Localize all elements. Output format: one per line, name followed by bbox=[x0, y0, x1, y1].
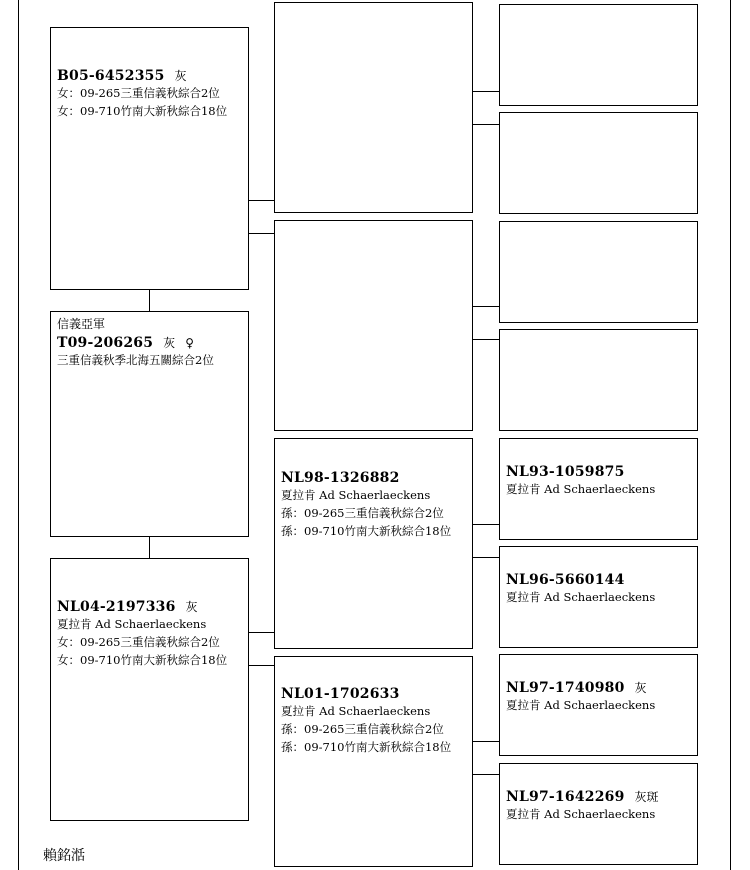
dam-sire-line-1: 夏拉肯 Ad Schaerlaeckens bbox=[281, 488, 431, 502]
dam-dam-line-3: 孫：09-710竹南大新秋綜合18位 bbox=[281, 740, 452, 754]
dam-box bbox=[50, 558, 249, 821]
dsd-line-1: 夏拉肯 Ad Schaerlaeckens bbox=[506, 590, 656, 604]
connector-gen3-2b bbox=[472, 339, 500, 340]
connector-gen3-2a bbox=[472, 306, 500, 307]
sire-color: 灰 bbox=[174, 69, 187, 83]
dam-line-3: 女：09-710竹南大新秋綜合18位 bbox=[57, 653, 228, 667]
dss-ring-number: NL93-1059875 bbox=[506, 464, 625, 480]
connector-gen3-3a bbox=[472, 524, 500, 525]
connector-gen3-4a bbox=[472, 741, 500, 742]
gen3-box-4 bbox=[499, 329, 698, 431]
dds-color: 灰 bbox=[634, 681, 647, 695]
sire-line-2: 女：09-710竹南大新秋綜合18位 bbox=[57, 104, 228, 118]
subject-ring-number: T09-206265 bbox=[57, 335, 154, 351]
dam-sire-line-3: 孫：09-710竹南大新秋綜合18位 bbox=[281, 524, 452, 538]
dds-box bbox=[499, 654, 698, 756]
dam-dam-box bbox=[274, 656, 473, 867]
subject-title: 信義亞軍 bbox=[57, 317, 106, 331]
dam-dam-ring-number: NL01-1702633 bbox=[281, 686, 400, 702]
gen3-box-2 bbox=[499, 112, 698, 214]
sire-dam-box bbox=[274, 220, 473, 431]
connector-sire-subject bbox=[149, 289, 150, 312]
sire-sire-box bbox=[274, 2, 473, 213]
connector-sire-top bbox=[248, 200, 275, 201]
sire-box bbox=[50, 27, 249, 290]
ddd-box bbox=[499, 763, 698, 865]
dds-ring-number: NL97-1740980 bbox=[506, 680, 625, 696]
dam-line-2: 女：09-265三重信義秋綜合2位 bbox=[57, 635, 220, 649]
sire-ring-number: B05-6452355 bbox=[57, 68, 165, 84]
subject-box bbox=[50, 311, 249, 537]
owner-name: 賴銘湉 bbox=[43, 848, 85, 864]
sire-line-1: 女：09-265三重信義秋綜合2位 bbox=[57, 86, 220, 100]
ddd-line-1: 夏拉肯 Ad Schaerlaeckens bbox=[506, 807, 656, 821]
connector-subject-dam bbox=[149, 536, 150, 559]
ddd-ring-number: NL97-1642269 bbox=[506, 789, 625, 805]
dss-box bbox=[499, 438, 698, 540]
gen3-box-1 bbox=[499, 4, 698, 106]
connector-dam-bottom bbox=[248, 665, 275, 666]
gen3-box-3 bbox=[499, 221, 698, 323]
dsd-box bbox=[499, 546, 698, 648]
subject-sex: ♀ bbox=[185, 336, 194, 350]
connector-gen3-3b bbox=[472, 557, 500, 558]
connector-sire-bottom bbox=[248, 233, 275, 234]
dss-line-1: 夏拉肯 Ad Schaerlaeckens bbox=[506, 482, 656, 496]
dam-ring-number: NL04-2197336 bbox=[57, 599, 176, 615]
dam-dam-line-1: 夏拉肯 Ad Schaerlaeckens bbox=[281, 704, 431, 718]
subject-line-1: 三重信義秋季北海五關綜合2位 bbox=[57, 353, 214, 367]
dam-sire-box bbox=[274, 438, 473, 649]
connector-gen3-4b bbox=[472, 774, 500, 775]
connector-dam-top bbox=[248, 632, 275, 633]
dam-line-1: 夏拉肯 Ad Schaerlaeckens bbox=[57, 617, 207, 631]
dds-line-1: 夏拉肯 Ad Schaerlaeckens bbox=[506, 698, 656, 712]
dam-color: 灰 bbox=[185, 600, 198, 614]
connector-gen3-1a bbox=[472, 91, 500, 92]
dam-dam-line-2: 孫：09-265三重信義秋綜合2位 bbox=[281, 722, 444, 736]
connector-gen3-1b bbox=[472, 124, 500, 125]
dsd-ring-number: NL96-5660144 bbox=[506, 572, 625, 588]
dam-sire-ring-number: NL98-1326882 bbox=[281, 470, 400, 486]
page-border-left bbox=[18, 0, 19, 870]
subject-color: 灰 bbox=[163, 336, 176, 350]
ddd-color: 灰斑 bbox=[634, 790, 659, 804]
page-border-right bbox=[730, 0, 731, 870]
dam-sire-line-2: 孫：09-265三重信義秋綜合2位 bbox=[281, 506, 444, 520]
